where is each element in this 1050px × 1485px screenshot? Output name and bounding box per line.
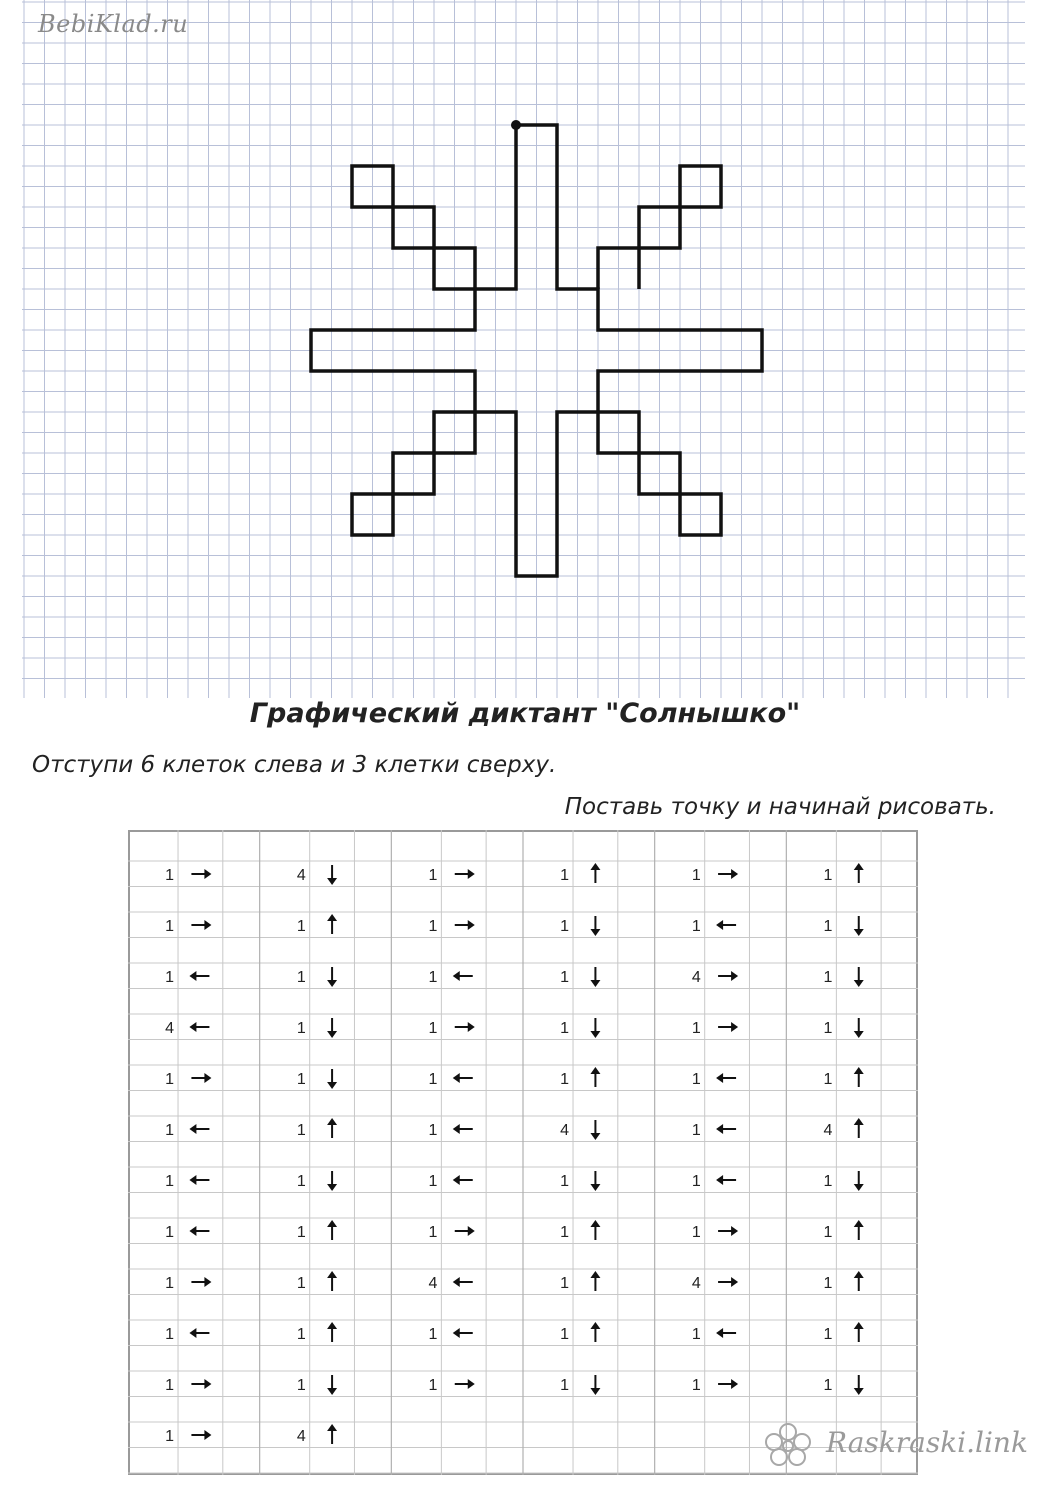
dictation-grid (128, 830, 918, 1475)
step-count: 1 (165, 969, 175, 986)
arrow-down-icon (854, 916, 864, 936)
step-count: 1 (428, 1377, 438, 1394)
step-count: 1 (691, 1071, 701, 1088)
dictation-step (165, 1377, 211, 1394)
arrow-right-icon (455, 1379, 475, 1389)
instruction-offset: Отступи 6 клеток слева и 3 клетки сверху. (32, 752, 557, 778)
step-count: 1 (296, 918, 306, 935)
arrow-down-icon (854, 1171, 864, 1191)
arrow-right-icon (191, 1430, 211, 1440)
arrow-down-icon (590, 1171, 600, 1191)
arrow-right-icon (718, 1379, 738, 1389)
step-count: 1 (691, 1224, 701, 1241)
step-count: 1 (691, 1377, 701, 1394)
dictation-step (165, 1275, 211, 1292)
arrow-left-icon (189, 971, 209, 981)
arrow-down-icon (854, 1018, 864, 1038)
arrow-right-icon (455, 869, 475, 879)
step-count: 1 (560, 1071, 570, 1088)
arrow-down-icon (327, 865, 337, 885)
arrow-right-icon (455, 920, 475, 930)
arrow-right-icon (455, 1226, 475, 1236)
dictation-step (560, 1220, 600, 1241)
arrow-left-icon (716, 920, 736, 930)
arrow-down-icon (327, 1018, 337, 1038)
step-count: 1 (560, 1173, 570, 1190)
dictation-step (165, 1173, 209, 1190)
arrow-down-icon (854, 967, 864, 987)
step-count: 1 (296, 969, 306, 986)
step-count: 1 (560, 867, 570, 884)
dictation-step (297, 1069, 337, 1089)
dictation-step (824, 916, 864, 936)
arrow-right-icon (191, 869, 211, 879)
dictation-step (297, 1322, 337, 1343)
arrow-up-icon (590, 863, 600, 883)
dictation-step (165, 1224, 209, 1241)
step-count: 1 (691, 1122, 701, 1139)
step-count: 4 (560, 1122, 570, 1139)
arrow-left-icon (189, 1226, 209, 1236)
dictation-step (692, 1173, 736, 1190)
dictation-step (165, 918, 211, 935)
arrow-up-icon (854, 1271, 864, 1291)
step-count: 1 (428, 1173, 438, 1190)
dictation-step (560, 1018, 600, 1038)
arrow-right-icon (191, 920, 211, 930)
step-count: 1 (296, 1020, 306, 1037)
arrow-down-icon (327, 1171, 337, 1191)
dictation-step (560, 863, 600, 884)
step-count: 1 (428, 1122, 438, 1139)
dictation-step (429, 1020, 475, 1037)
step-count: 1 (560, 1224, 570, 1241)
arrow-left-icon (453, 1277, 473, 1287)
dictation-step (429, 918, 475, 935)
dictation-step (429, 867, 475, 884)
step-count: 1 (165, 1173, 175, 1190)
arrow-down-icon (590, 967, 600, 987)
dictation-step (824, 1322, 864, 1343)
step-count: 1 (691, 1173, 701, 1190)
arrow-left-icon (716, 1175, 736, 1185)
dictation-step (824, 1067, 864, 1088)
arrow-left-icon (453, 971, 473, 981)
arrow-left-icon (453, 1124, 473, 1134)
step-count: 1 (823, 969, 833, 986)
arrow-up-icon (590, 1322, 600, 1342)
step-count: 1 (296, 1224, 306, 1241)
dictation-step (297, 1220, 337, 1241)
dictation-step (692, 1071, 736, 1088)
dictation-step (560, 1375, 600, 1395)
dictation-step (824, 1171, 864, 1191)
dictation-step (692, 867, 738, 884)
step-count: 1 (823, 1224, 833, 1241)
dictation-step (429, 969, 473, 986)
arrow-right-icon (191, 1379, 211, 1389)
arrow-right-icon (718, 971, 738, 981)
step-count: 1 (560, 1275, 570, 1292)
arrow-up-icon (327, 1118, 337, 1138)
dictation-step (560, 1120, 600, 1140)
arrow-up-icon (854, 863, 864, 883)
flower-icon (758, 1420, 818, 1470)
grid-paper (22, 0, 1025, 698)
dictation-step (692, 918, 736, 935)
step-count: 1 (691, 1020, 701, 1037)
arrow-left-icon (453, 1073, 473, 1083)
arrow-up-icon (327, 914, 337, 934)
drawing-grid (22, 0, 1025, 698)
step-count: 1 (823, 1377, 833, 1394)
dictation-step (297, 1018, 337, 1038)
dictation-step (429, 1122, 473, 1139)
dictation-step (560, 1322, 600, 1343)
dictation-step (165, 867, 211, 884)
dictation-step (824, 1018, 864, 1038)
arrow-up-icon (327, 1424, 337, 1444)
dictation-step (824, 967, 864, 987)
step-count: 1 (165, 1377, 175, 1394)
arrow-left-icon (453, 1328, 473, 1338)
step-count: 1 (165, 1071, 175, 1088)
dictation-step (429, 1173, 473, 1190)
page-title: Графический диктант "Солнышко" (249, 698, 801, 729)
dictation-step (165, 1020, 209, 1037)
step-count: 1 (560, 1377, 570, 1394)
arrow-right-icon (191, 1277, 211, 1287)
dictation-step (692, 1224, 738, 1241)
arrow-left-icon (189, 1124, 209, 1134)
instruction-start: Поставь точку и начинай рисовать. (564, 794, 996, 820)
arrow-left-icon (716, 1073, 736, 1083)
dictation-step (297, 1171, 337, 1191)
step-count: 1 (560, 918, 570, 935)
table-grid (128, 830, 918, 1475)
dictation-step (165, 1122, 209, 1139)
arrow-right-icon (191, 1073, 211, 1083)
step-count: 4 (428, 1275, 438, 1292)
step-count: 1 (823, 1173, 833, 1190)
dictation-step (692, 1326, 736, 1343)
dictation-step (297, 1375, 337, 1395)
step-count: 1 (428, 918, 438, 935)
dictation-step (429, 1275, 473, 1292)
dictation-step (560, 967, 600, 987)
arrow-left-icon (716, 1124, 736, 1134)
arrow-left-icon (716, 1328, 736, 1338)
dictation-step (560, 1067, 600, 1088)
step-count: 1 (823, 1275, 833, 1292)
dictation-step (692, 1122, 736, 1139)
arrow-up-icon (854, 1067, 864, 1087)
dictation-step (824, 1220, 864, 1241)
arrow-up-icon (327, 1322, 337, 1342)
arrow-left-icon (453, 1175, 473, 1185)
step-count: 1 (165, 1224, 175, 1241)
dictation-step (429, 1377, 475, 1394)
step-count: 1 (428, 1224, 438, 1241)
step-count: 1 (165, 1326, 175, 1343)
step-count: 1 (165, 1122, 175, 1139)
step-count: 4 (691, 969, 701, 986)
dictation-step (692, 1275, 738, 1292)
arrow-right-icon (718, 1022, 738, 1032)
arrow-left-icon (189, 1022, 209, 1032)
step-count: 1 (823, 918, 833, 935)
arrow-down-icon (590, 916, 600, 936)
step-count: 4 (691, 1275, 701, 1292)
dictation-step (297, 1424, 337, 1445)
dictation-step (824, 1271, 864, 1292)
dictation-step (165, 1326, 209, 1343)
dictation-step (429, 1326, 473, 1343)
step-count: 1 (428, 867, 438, 884)
arrow-down-icon (590, 1120, 600, 1140)
arrow-left-icon (189, 1328, 209, 1338)
arrow-down-icon (854, 1375, 864, 1395)
dictation-step (297, 914, 337, 935)
dictation-step (165, 1428, 211, 1445)
step-count: 1 (296, 1275, 306, 1292)
arrow-down-icon (327, 1375, 337, 1395)
arrow-down-icon (327, 1069, 337, 1089)
arrow-right-icon (718, 869, 738, 879)
step-count: 1 (823, 1071, 833, 1088)
dictation-step (297, 1271, 337, 1292)
step-count: 1 (428, 1020, 438, 1037)
arrow-up-icon (854, 1118, 864, 1138)
dictation-step (165, 1071, 211, 1088)
dictation-step (297, 865, 337, 885)
start-point (511, 120, 521, 130)
dictation-step (560, 916, 600, 936)
step-count: 1 (165, 867, 175, 884)
arrow-left-icon (189, 1175, 209, 1185)
arrow-right-icon (718, 1277, 738, 1287)
watermark-bottom (758, 1420, 1028, 1470)
step-count: 1 (691, 1326, 701, 1343)
step-count: 1 (823, 1326, 833, 1343)
dictation-step (824, 1375, 864, 1395)
step-count: 1 (560, 1020, 570, 1037)
step-count: 1 (691, 867, 701, 884)
dictation-step (824, 863, 864, 884)
step-count: 4 (823, 1122, 833, 1139)
arrow-down-icon (590, 1375, 600, 1395)
step-count: 1 (428, 1071, 438, 1088)
arrow-up-icon (327, 1271, 337, 1291)
step-count: 1 (296, 1071, 306, 1088)
watermark-top: BebiKlad.ru (38, 10, 189, 38)
step-count: 1 (296, 1173, 306, 1190)
arrow-up-icon (327, 1220, 337, 1240)
step-count: 1 (296, 1377, 306, 1394)
step-count: 1 (296, 1326, 306, 1343)
dictation-step (560, 1171, 600, 1191)
dictation-step (429, 1071, 473, 1088)
step-count: 1 (165, 1275, 175, 1292)
grid-lines (22, 0, 1025, 698)
dictation-step (429, 1224, 475, 1241)
arrow-down-icon (327, 967, 337, 987)
step-count: 1 (560, 1326, 570, 1343)
arrow-right-icon (718, 1226, 738, 1236)
step-count: 4 (296, 867, 306, 884)
dictation-step (560, 1271, 600, 1292)
dictation-step (692, 969, 738, 986)
dictation-step (692, 1377, 738, 1394)
arrow-up-icon (590, 1067, 600, 1087)
dictation-step (297, 967, 337, 987)
dictation-step (692, 1020, 738, 1037)
dictation-table (128, 830, 918, 1475)
step-count: 1 (428, 1326, 438, 1343)
step-count: 1 (165, 1428, 175, 1445)
arrow-down-icon (590, 1018, 600, 1038)
arrow-up-icon (590, 1271, 600, 1291)
step-count: 1 (823, 867, 833, 884)
step-count: 1 (560, 969, 570, 986)
step-count: 1 (691, 918, 701, 935)
dictation-step (165, 969, 209, 986)
arrow-up-icon (854, 1220, 864, 1240)
step-count: 4 (296, 1428, 306, 1445)
step-count: 1 (165, 918, 175, 935)
step-count: 1 (428, 969, 438, 986)
step-count: 4 (165, 1020, 175, 1037)
arrow-right-icon (455, 1022, 475, 1032)
watermark-bottom-text: Raskraski.link (826, 1426, 1028, 1459)
step-count: 1 (823, 1020, 833, 1037)
dictation-step (824, 1118, 864, 1139)
arrow-up-icon (854, 1322, 864, 1342)
arrow-up-icon (590, 1220, 600, 1240)
step-count: 1 (296, 1122, 306, 1139)
dictation-step (297, 1118, 337, 1139)
